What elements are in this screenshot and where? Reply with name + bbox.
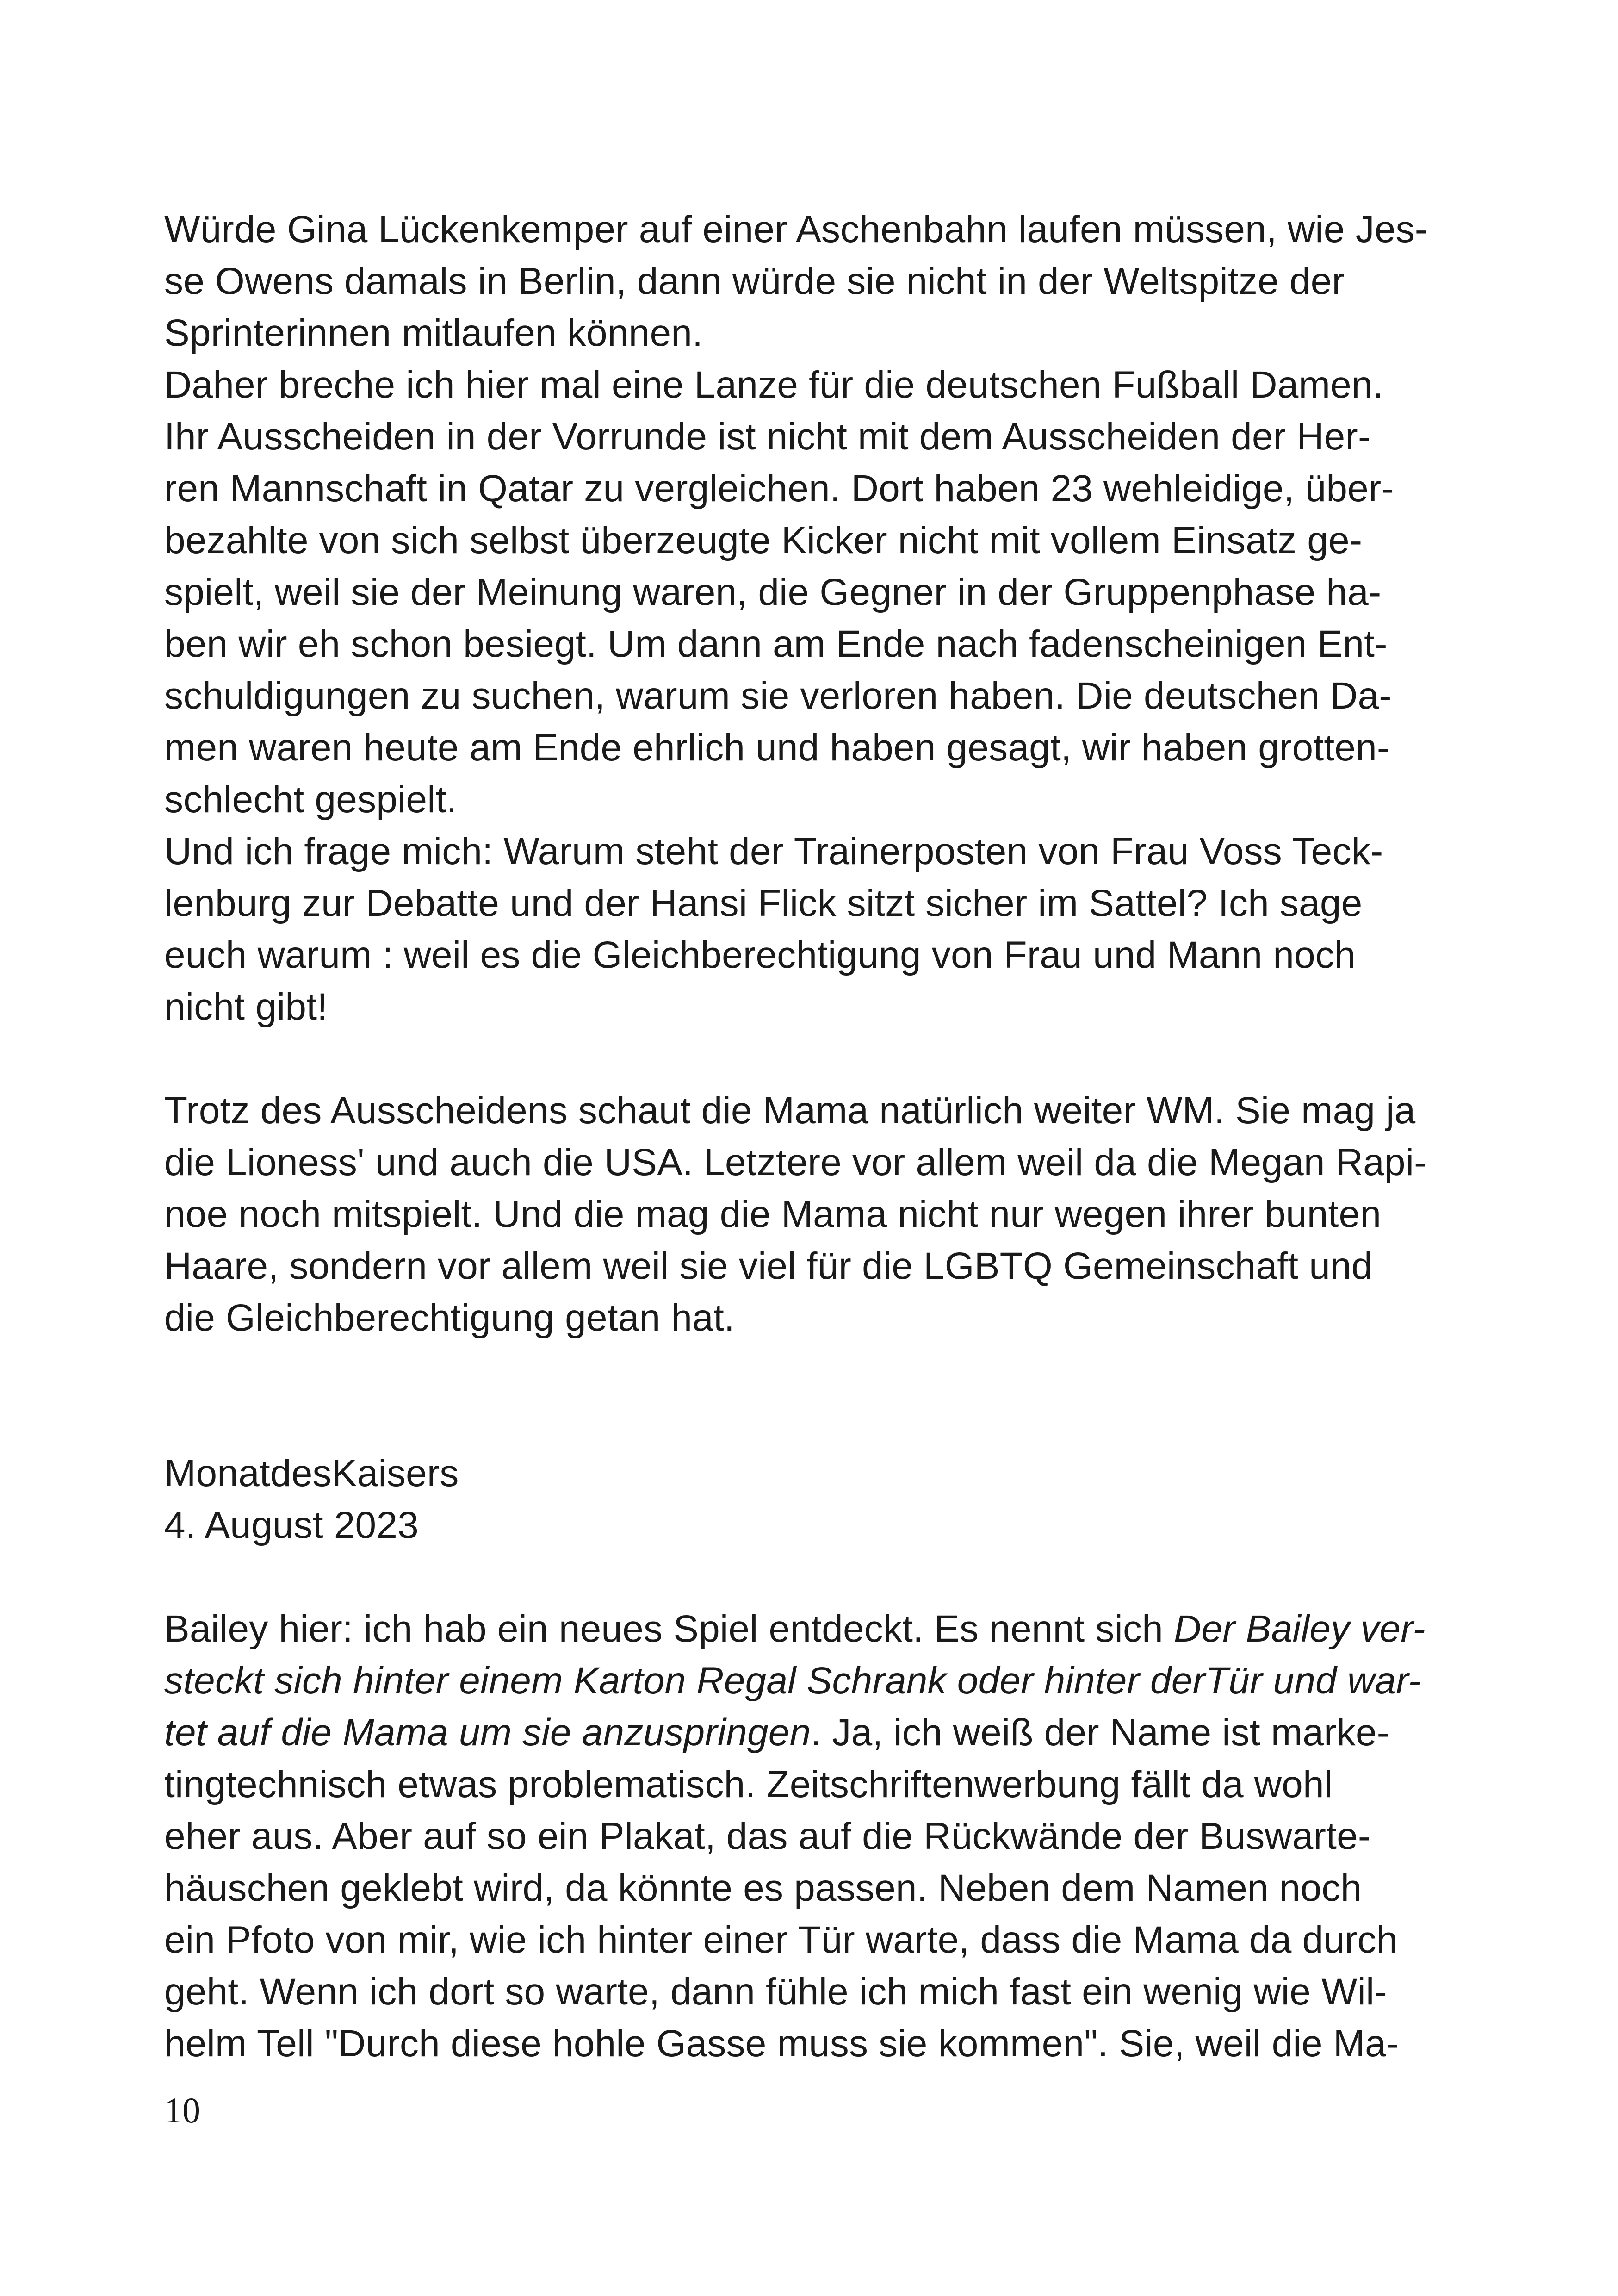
italic-game-name: steckt sich hinter einem Karton Regal Schrank oder hinter derTür und war- [164, 1660, 1421, 1702]
text-line [164, 1603, 1441, 1655]
text-line: Und ich frage mich: Warum steht der Trainerposten von Frau Voss Teck- [164, 830, 1383, 872]
entry-date: 4. August 2023 [164, 1504, 419, 1546]
text-line: tingtechnisch etwas problematisch. Zeitschriftenwerbung fällt da wohl [164, 1763, 1333, 1805]
text-line: spielt, weil sie der Meinung waren, die Gegner in der Gruppenphase ha- [164, 571, 1382, 613]
text-line: bezahlte von sich selbst überzeugte Kicker nicht mit vollem Einsatz ge- [164, 519, 1363, 561]
text-line: geht. Wenn ich dort so warte, dann fühle ich mich fast ein wenig wie Wil- [164, 1971, 1387, 2013]
text-line: schuldigungen zu suchen, warum sie verloren haben. Die deutschen Da- [164, 675, 1392, 717]
italic-game-name: Der Bailey ver- [1173, 1608, 1426, 1650]
text-line: die Lioness' und auch die USA. Letztere vor allem weil da die Megan Rapi- [164, 1141, 1427, 1183]
text-line: ben wir eh schon besiegt. Um dann am Ende nach fadenscheinigen Ent- [164, 623, 1388, 665]
paragraph-5 [164, 1603, 1441, 2070]
paragraph-2 [164, 359, 1441, 826]
text-line: die Gleichberechtigung getan hat. [164, 1297, 735, 1339]
text-line: häuschen geklebt wird, da könnte es passen. Neben dem Namen noch [164, 1867, 1362, 1909]
text-line: eher aus. Aber auf so ein Plakat, das auf die Rückwände der Buswarte- [164, 1815, 1371, 1857]
text-line: helm Tell "Durch diese hohle Gasse muss sie kommen". Sie, weil die Ma- [164, 2022, 1399, 2065]
text-line: noe noch mitspielt. Und die mag die Mama nicht nur wegen ihrer bunten [164, 1193, 1382, 1235]
text-line: se Owens damals in Berlin, dann würde sie nicht in der Weltspitze der [164, 260, 1345, 302]
text-line: Ihr Ausscheiden in der Vorrunde ist nicht mit dem Ausscheiden der Her- [164, 416, 1371, 458]
text-run: . Ja, ich weiß der Name ist marke- [811, 1711, 1390, 1754]
page-body [164, 204, 1441, 2070]
text-line: Würde Gina Lückenkemper auf einer Aschenbahn laufen müssen, wie Jes- [164, 208, 1428, 250]
text-line: Haare, sondern vor allem weil sie viel für die LGBTQ Gemeinschaft und [164, 1245, 1373, 1287]
text-line: euch warum : weil es die Gleichberechtigung von Frau und Mann noch [164, 934, 1356, 976]
page-number: 10 [164, 2090, 200, 2130]
text-run: Bailey hier: ich hab ein neues Spiel entdeckt. Es nennt sich [164, 1608, 1174, 1650]
entry-heading [164, 1448, 1441, 1551]
text-line: men waren heute am Ende ehrlich und haben gesagt, wir haben grotten- [164, 727, 1390, 769]
text-line: Sprinterinnen mitlaufen können. [164, 312, 703, 354]
paragraph-spacer [164, 1551, 1441, 1603]
paragraph-3 [164, 826, 1441, 1033]
text-line: ren Mannschaft in Qatar zu vergleichen. Dort haben 23 wehleidige, über- [164, 467, 1394, 510]
text-line: ein Pfoto von mir, wie ich hinter einer Tür warte, dass die Mama da durch [164, 1919, 1398, 1961]
text-line [164, 1707, 1441, 1759]
text-line: Trotz des Ausscheidens schaut die Mama natürlich weiter WM. Sie mag ja [164, 1089, 1416, 1132]
text-line: lenburg zur Debatte und der Hansi Flick sitzt sicher im Sattel? Ich sage [164, 882, 1363, 924]
text-line: nicht gibt! [164, 986, 328, 1028]
paragraph-spacer [164, 1033, 1441, 1085]
text-line: Daher breche ich hier mal eine Lanze für die deutschen Fußball Damen. [164, 364, 1383, 406]
paragraph-4 [164, 1085, 1441, 1344]
section-spacer [164, 1344, 1441, 1448]
paragraph-1 [164, 204, 1441, 359]
text-line: schlecht gespielt. [164, 778, 457, 821]
italic-game-name: tet auf die Mama um sie anzuspringen [164, 1711, 811, 1754]
entry-title: MonatdesKaisers [164, 1452, 459, 1494]
